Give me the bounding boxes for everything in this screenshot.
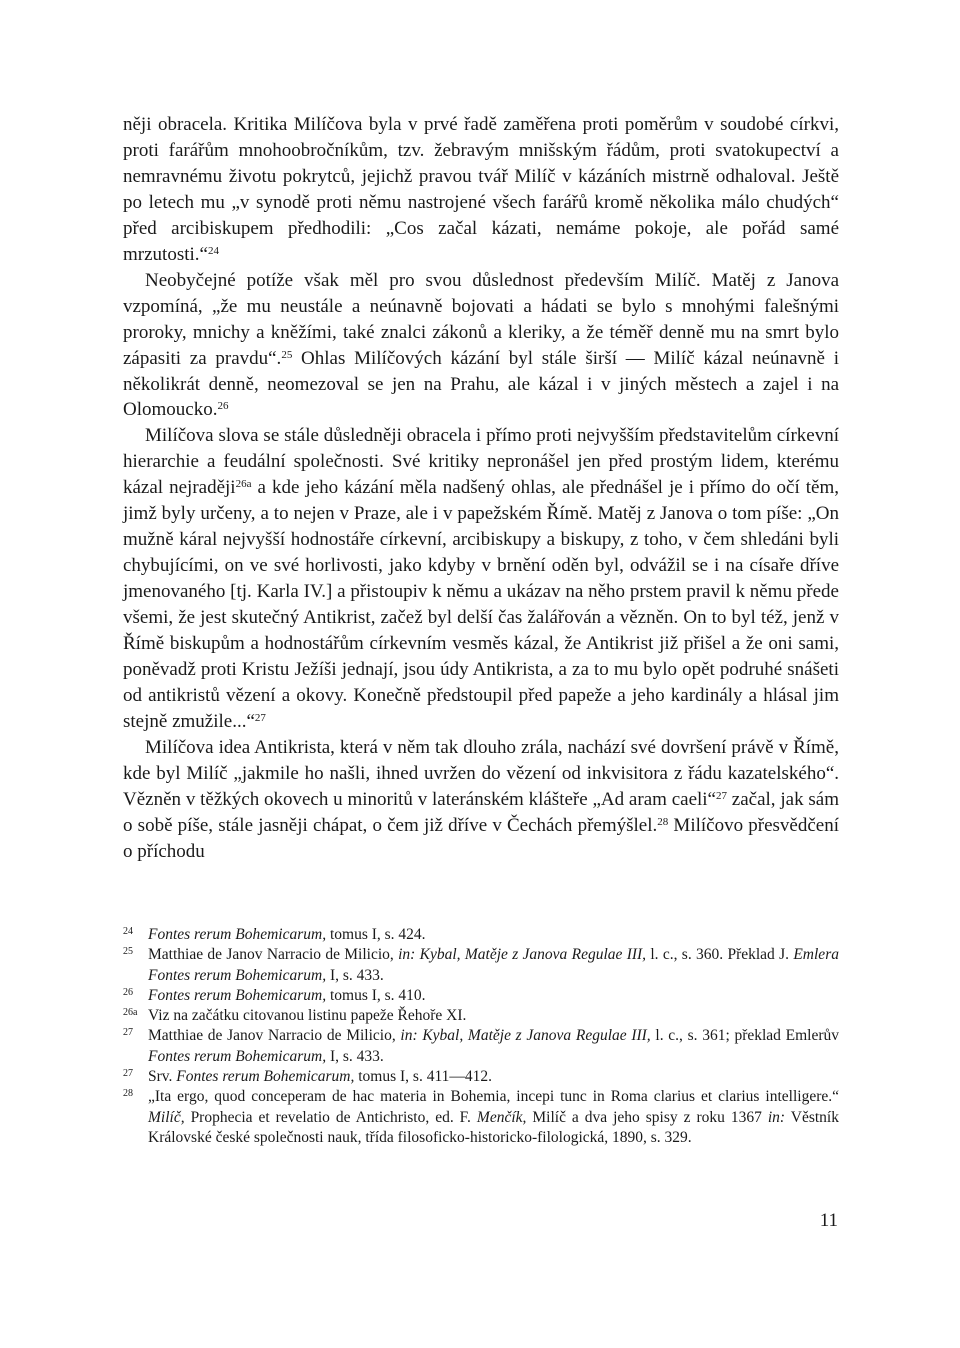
footnote-text: Srv. <box>148 1068 177 1086</box>
footnote-text: Fontes rerum Bohemicarum, <box>176 1068 355 1086</box>
footnote-text: in: <box>767 1108 786 1126</box>
footnote <box>123 925 839 945</box>
paragraph-text: začal, jak sám o sobě píše, stále jasněji chápat, o čem již dříve v Čechách přemýšlel. <box>123 788 839 836</box>
paragraph-text: Milíčova idea Antikrista, která v něm tak dlouho zrála, nachází své dovršení právě v Římě, kde byl Milíč „jakmile ho našli, ihned uvržen do vězení od inkvisitora z řádu kazatelského“. Vězněn v těžkých okovech u minoritů v lateránském klášteře „Ad aram caeli“ <box>123 736 839 810</box>
paragraph-text: a kde jeho kázání měla nadšený ohlas, ale přednášel je i přímo do očí těm, jimž byly určeny, a to nejen v Praze, ale i v papežském Římě. Matěj z Janova o tom píše: „On mužně káral nejvyšší hodnostáře církevní, arcibiskupy a biskupy, z toho, v čem shledáni byli chybujícími, on ve své horlivosti, jako kdyby v brnění oděn byl, odvážil se i na císaře dříve jmenovaného [tj. Karla IV.] a přistoupiv k němu a ukázav na něho prstem pravil k němu přede všemi, že jest skutečný Antikrist, začež byl delší čas žalářován a vězněn. On to byl též, jenž v Římě biskupům a hodnostářům církevním vesměs kázal, že Antikrist již přišel a že oni sami, poněvadž proti Kristu Ježíši jednají, jsou údy Antikrista, a za to mu bylo opět podruhé snášeti od antikristů vězení a okovy. Konečně předstoupil před papeže a jeho kardinály a hlásal jim stejně zmužile...“ <box>123 477 839 732</box>
footnote-text: tomus I, s. 410. <box>326 986 426 1004</box>
paragraph <box>123 268 839 424</box>
paragraph <box>123 112 839 268</box>
paragraph <box>123 423 839 734</box>
footnote-text: I, s. 433. <box>326 1047 384 1065</box>
footnote-text: Fontes rerum Bohemicarum, <box>148 926 327 943</box>
footnote <box>123 945 839 986</box>
footnote-text: Milíč, <box>148 1108 185 1126</box>
footnote-number: 24 <box>123 926 133 937</box>
footnote-number: 28 <box>123 1088 133 1100</box>
footnote-number: 25 <box>123 946 133 958</box>
footnote-text: Menčík, <box>476 1108 527 1126</box>
footnote <box>123 1006 839 1026</box>
footnote-reference: 28 <box>657 815 669 828</box>
footnote <box>123 986 839 1006</box>
footnote-text: Fontes rerum Bohemicarum, <box>148 1047 327 1065</box>
footnote-text: Prophecia et revelatio de Antichristo, ed. F. <box>184 1108 477 1126</box>
footnote-text: Milíč a dva jeho spisy z roku 1367 <box>526 1108 768 1126</box>
paragraph-text: Neobyčejné potíže však měl pro svou důslednost především Milíč. Matěj z Janova vzpomíná, „že mu neustále a neúnavně bojovati a hádati se bylo s mnohými falešnými proroky, mnichy a kněžími, také znalci zákonů a kleriky, a že téměř denně mu na smrt bylo zápasiti za pravdu“. <box>123 269 839 369</box>
footnote-number: 26 <box>123 986 133 998</box>
footnote-text: tomus I, s. 424. <box>326 926 426 943</box>
footnote-text: l. c., s. 361; překlad Emlerův <box>650 1027 839 1045</box>
footnote <box>123 1067 839 1087</box>
footnote-text: Věstník Královské české společnosti nauk, třída filosoficko-historicko-filologická, 1890, s. 329. <box>148 1108 839 1146</box>
footnote-reference: 25 <box>281 348 293 361</box>
footnote-reference: 26a <box>235 478 252 491</box>
footnote-text: I, s. 433. <box>326 966 384 984</box>
paragraph-text: něji obracela. Kritika Milíčova byla v prvé řadě zaměřena proti poměrům v soudobé církvi, proti farářům mnohoobročníkům, tzv. žebravým mnišským řádům, proti svatokupectví a nemravnému životu pokrytců, jejichž pravou tvář Milíč v kázáních mistrně odhaloval. Ještě po letech mu „v synodě proti němu nastrojené všech farářů kromě několika málo chudých“ před arcibiskupem předhodili: „Cos začal kázati, nemáme pokoje, ale pořád samé mrzutosti.“ <box>123 114 839 265</box>
footnote-reference: 24 <box>207 244 219 257</box>
footnote-text: in: Kybal, Matěje z Janova Regulae III, <box>398 946 647 964</box>
footnote-number: 26a <box>123 1007 138 1019</box>
page-number: 11 <box>819 1210 838 1231</box>
footnote-text: Matthiae de Janov Narracio de Milicio, <box>148 1027 401 1045</box>
footnote-text: Viz na začátku citovanou listinu papeže Řehoře XI. <box>148 1007 467 1025</box>
footnote-text: Fontes rerum Bohemicarum, <box>148 986 327 1004</box>
footnotes <box>123 925 839 1148</box>
paragraph <box>123 735 839 865</box>
footnote-text: tomus I, s. 411—412. <box>354 1068 492 1086</box>
footnote-reference: 26 <box>217 400 229 413</box>
main-text <box>123 112 839 865</box>
footnote-reference: 27 <box>716 789 727 802</box>
footnote <box>123 1087 839 1148</box>
paragraph-text: Milíčova slova se stále důsledněji obracela i přímo proti nejvyšším představitelům církevní hierarchie a feudální společnosti. Své kritiky nepronášel jen před prostým lidem, kterému kázal nejraději <box>123 425 839 499</box>
footnote-reference: 27 <box>254 711 266 724</box>
paragraph-text: Milíčovo přesvědčení o příchodu <box>123 814 839 862</box>
footnote-text: „Ita ergo, quod conceperam de hac materia in Bohemia, incepi tunc in Roma clarius et clarius intelligere.“ <box>148 1088 839 1106</box>
footnote-text: Matthiae de Janov Narracio de Milicio, <box>148 946 399 964</box>
footnote <box>123 1026 839 1067</box>
footnote-text: Emlera Fontes rerum Bohemicarum, <box>148 946 839 984</box>
footnote-number: 27 <box>123 1027 133 1039</box>
footnote-number: 27 <box>123 1068 133 1080</box>
footnote-text: l. c., s. 360. Překlad J. <box>646 946 794 964</box>
paragraph-text: Ohlas Milíčových kázání byl stále širší — Milíč kázal neúnavně i několikrát denně, neomezoval se jen na Prahu, ale kázal i v jiných městech a zajel i na Olomoucko. <box>123 347 839 421</box>
footnote-text: in: Kybal, Matěje z Janova Regulae III, <box>400 1027 651 1045</box>
